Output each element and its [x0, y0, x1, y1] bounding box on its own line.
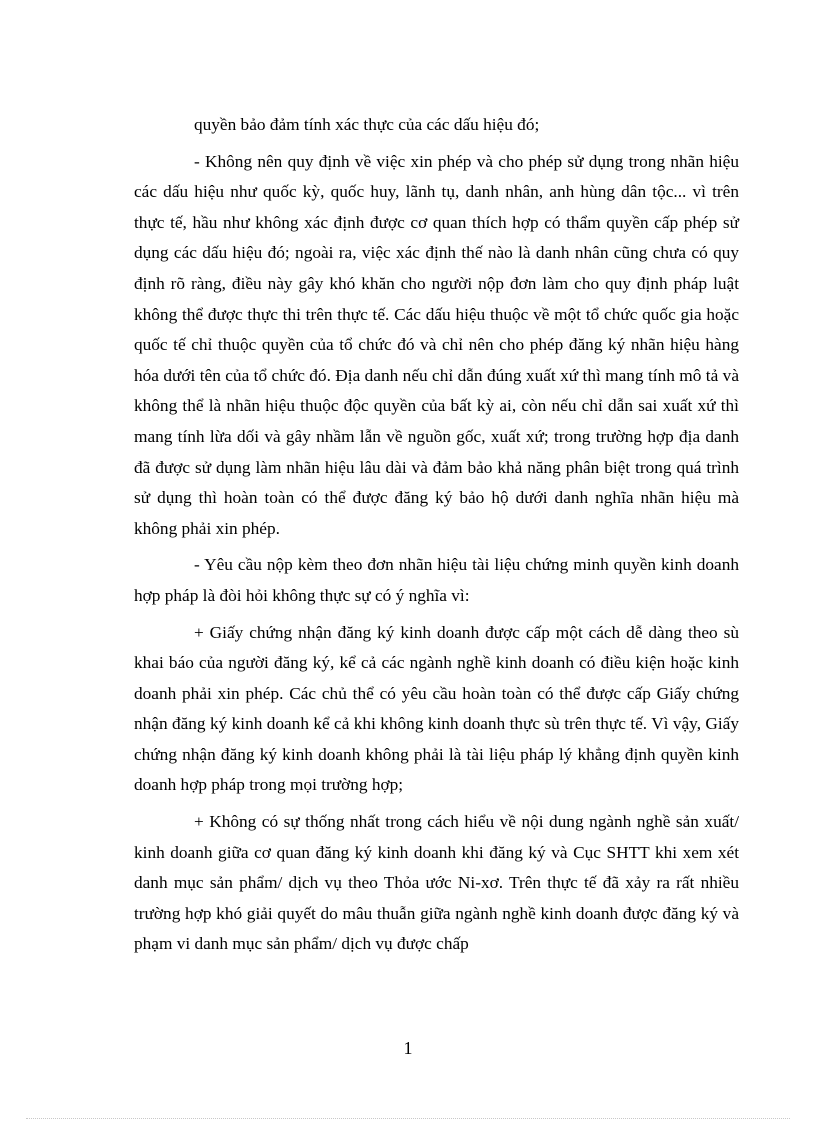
- page-divider: [26, 1118, 790, 1119]
- paragraph: - Yêu cầu nộp kèm theo đơn nhãn hiệu tài liệu chứng minh quyền kinh doanh hợp pháp là đòi hỏi không thực sự có ý nghĩa vì:: [134, 555, 739, 605]
- paragraph: - Không nên quy định về việc xin phép và cho phép sử dụng trong nhãn hiệu các dấu hiệu như quốc kỳ, quốc huy, lãnh tụ, danh nhân, anh hùng dân tộc... vì trên thực tế, hầu như không xác định được cơ quan thích hợp có thẩm quyền cấp phép sử dụng các dấu hiệu đó; ngoài ra, việc xác định thế nào là danh nhân cũng chưa có quy định rõ ràng, điều này gây khó khăn cho người nộp đơn làm cho quy định pháp luật không thể được thực thi trên thực tế. Các dấu hiệu thuộc về một tổ chức quốc gia hoặc quốc tế chỉ thuộc quyền của tổ chức đó và chỉ nên cho phép đăng ký nhãn hiệu hàng hóa dưới tên của tổ chức đó. Địa danh nếu chỉ dẫn đúng xuất xứ thì mang tính mô tả và không thể là nhãn hiệu thuộc độc quyền của bất kỳ ai, còn nếu chỉ dẫn sai xuất xứ thì mang tính lừa dối và gây nhầm lẫn về nguồn gốc, xuất xứ; trong trường hợp địa danh đã được sử dụng làm nhãn hiệu lâu dài và đảm bảo khả năng phân biệt trong quá trình sử dụng thì hoàn toàn có thể được đăng ký bảo hộ dưới danh nghĩa nhãn hiệu mà không phải xin phép.: [134, 151, 739, 538]
- page-number: 1: [403, 1038, 413, 1058]
- paragraph: + Giấy chứng nhận đăng ký kinh doanh được cấp một cách dễ dàng theo sù khai báo của người đăng ký, kể cả các ngành nghề kinh doanh có điều kiện hoặc kinh doanh phải xin phép. Các chủ thể có yêu cầu hoàn toàn có thể được cấp Giấy chứng nhận đăng ký kinh doanh kể cả khi không kinh doanh thực sù trên thực tế. Vì vậy, Giấy chứng nhận đăng ký kinh doanh không phải là tài liệu pháp lý khẳng định quyền kinh doanh hợp pháp trong mọi trường hợp;: [134, 622, 739, 795]
- paragraph: + Không có sự thống nhất trong cách hiểu về nội dung ngành nghề sản xuất/ kinh doanh giữa cơ quan đăng ký kinh doanh khi đăng ký và Cục SHTT khi xem xét danh mục sản phẩm/ dịch vụ theo Thỏa ước Ni-xơ. Trên thực tế đã xảy ra rất nhiều trường hợp khó giải quyết do mâu thuẫn giữa ngành nghề kinh doanh được đăng ký và phạm vi danh mục sản phẩm/ dịch vụ được chấp: [134, 812, 739, 954]
- paragraph: quyền bảo đảm tính xác thực của các dấu hiệu đó;: [194, 115, 540, 134]
- body-text: [134, 110, 739, 966]
